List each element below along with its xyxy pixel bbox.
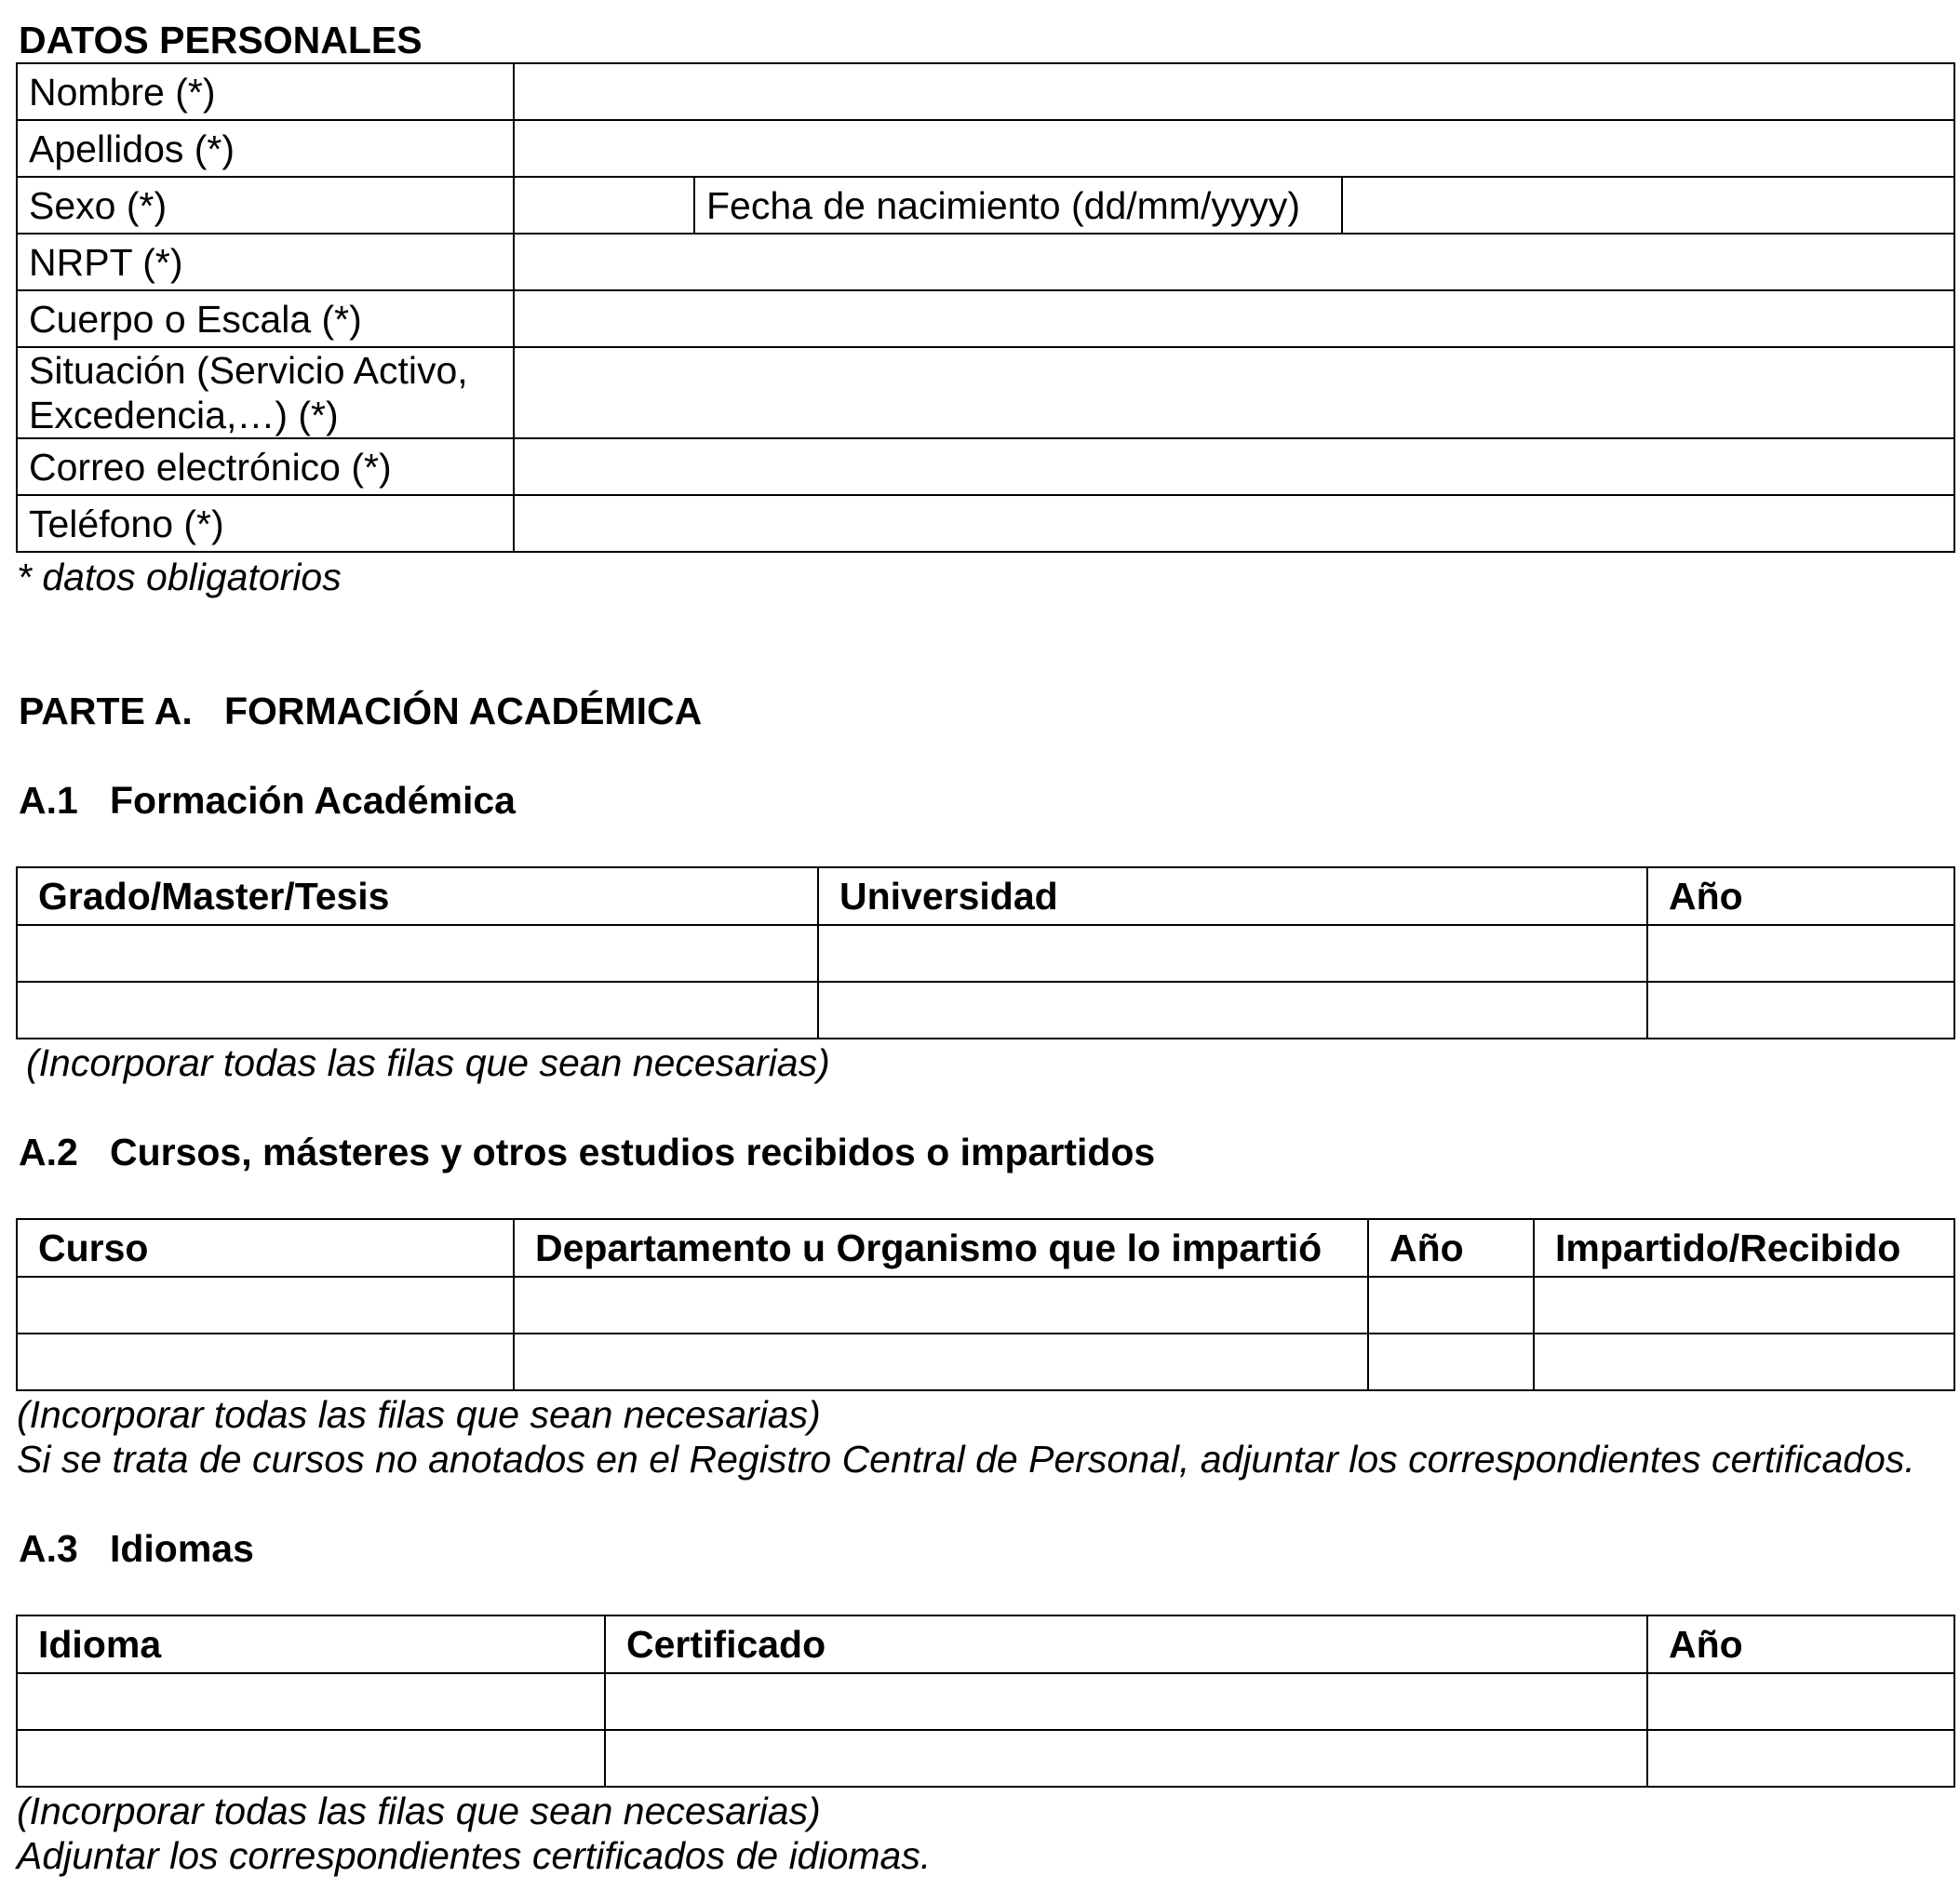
table-row [17,1334,1954,1390]
input-correo[interactable] [514,438,1954,495]
academic-table [16,866,1955,1039]
section-title-datos-personales: DATOS PERSONALES [19,19,423,61]
cell-ano[interactable] [1647,1673,1954,1730]
label-nombre: Nombre (*) [17,63,514,120]
label-situacion: Situación (Servicio Activo, Excedencia,…) (*) [17,347,514,438]
cell-ano[interactable] [1647,925,1954,982]
row-nrpt [17,234,1954,290]
label-sexo: Sexo (*) [17,177,514,234]
row-sexo [17,177,1954,234]
subsection-title-a3: A.3 Idiomas [19,1527,254,1570]
footnote-datos-obligatorios: * datos obligatorios [17,556,342,598]
cell-departamento[interactable] [514,1334,1368,1390]
table-row [17,982,1954,1039]
cell-idioma[interactable] [17,1673,605,1730]
input-cuerpo-escala[interactable] [514,290,1954,347]
subsection-title-a1: A.1 Formación Académica [19,779,516,822]
label-apellidos: Apellidos (*) [17,120,514,177]
table-header-row [17,1219,1954,1277]
table-header-row [17,1615,1954,1673]
label-correo: Correo electrónico (*) [17,438,514,495]
cell-idioma[interactable] [17,1730,605,1787]
row-apellidos [17,120,1954,177]
courses-table [16,1218,1955,1391]
header-idioma: Idioma [17,1615,605,1673]
cell-certificado[interactable] [605,1673,1647,1730]
table-header-row [17,867,1954,925]
header-ano: Año [1647,867,1954,925]
cell-curso[interactable] [17,1334,514,1390]
languages-table [16,1615,1955,1788]
cell-ano[interactable] [1647,982,1954,1039]
cell-ano[interactable] [1647,1730,1954,1787]
cell-ano[interactable] [1368,1334,1534,1390]
cell-grado[interactable] [17,982,818,1039]
row-telefono [17,495,1954,552]
table-row [17,1730,1954,1787]
note-cursos-certificados: Si se trata de cursos no anotados en el Registro Central de Personal, adjuntar los correspondientes certificados. [17,1438,1915,1481]
input-sexo[interactable] [514,177,694,234]
cell-impartido-recibido[interactable] [1534,1277,1954,1334]
row-situacion [17,347,1954,438]
cell-certificado[interactable] [605,1730,1647,1787]
label-cuerpo-escala: Cuerpo o Escala (*) [17,290,514,347]
header-impartido-recibido: Impartido/Recibido [1534,1219,1954,1277]
header-ano: Año [1647,1615,1954,1673]
label-fecha-nacimiento: Fecha de nacimiento (dd/mm/yyyy) [694,177,1342,234]
section-title-parte-a: PARTE A. FORMACIÓN ACADÉMICA [19,690,703,732]
cell-grado[interactable] [17,925,818,982]
personal-data-table [16,62,1955,553]
input-nrpt[interactable] [514,234,1954,290]
label-nrpt: NRPT (*) [17,234,514,290]
header-curso: Curso [17,1219,514,1277]
note-incorporar-filas-a2: (Incorporar todas las filas que sean necesarias) [17,1393,821,1436]
subsection-title-a2: A.2 Cursos, másteres y otros estudios recibidos o impartidos [19,1131,1156,1173]
header-certificado: Certificado [605,1615,1647,1673]
input-fecha-nacimiento[interactable] [1342,177,1954,234]
table-row [17,925,1954,982]
note-incorporar-filas-a3: (Incorporar todas las filas que sean necesarias) [17,1789,821,1832]
input-telefono[interactable] [514,495,1954,552]
table-row [17,1673,1954,1730]
table-row [17,1277,1954,1334]
cell-universidad[interactable] [818,982,1647,1039]
cell-departamento[interactable] [514,1277,1368,1334]
header-departamento: Departamento u Organismo que lo impartió [514,1219,1368,1277]
row-correo [17,438,1954,495]
label-telefono: Teléfono (*) [17,495,514,552]
header-ano: Año [1368,1219,1534,1277]
input-apellidos[interactable] [514,120,1954,177]
cell-universidad[interactable] [818,925,1647,982]
note-idiomas-certificados: Adjuntar los correspondientes certificados de idiomas. [17,1834,932,1877]
input-situacion[interactable] [514,347,1954,438]
cell-impartido-recibido[interactable] [1534,1334,1954,1390]
note-incorporar-filas-a1: (Incorporar todas las filas que sean necesarias) [26,1041,830,1084]
cell-curso[interactable] [17,1277,514,1334]
header-universidad: Universidad [818,867,1647,925]
cell-ano[interactable] [1368,1277,1534,1334]
header-grado: Grado/Master/Tesis [17,867,818,925]
row-cuerpo [17,290,1954,347]
row-nombre [17,63,1954,120]
input-nombre[interactable] [514,63,1954,120]
